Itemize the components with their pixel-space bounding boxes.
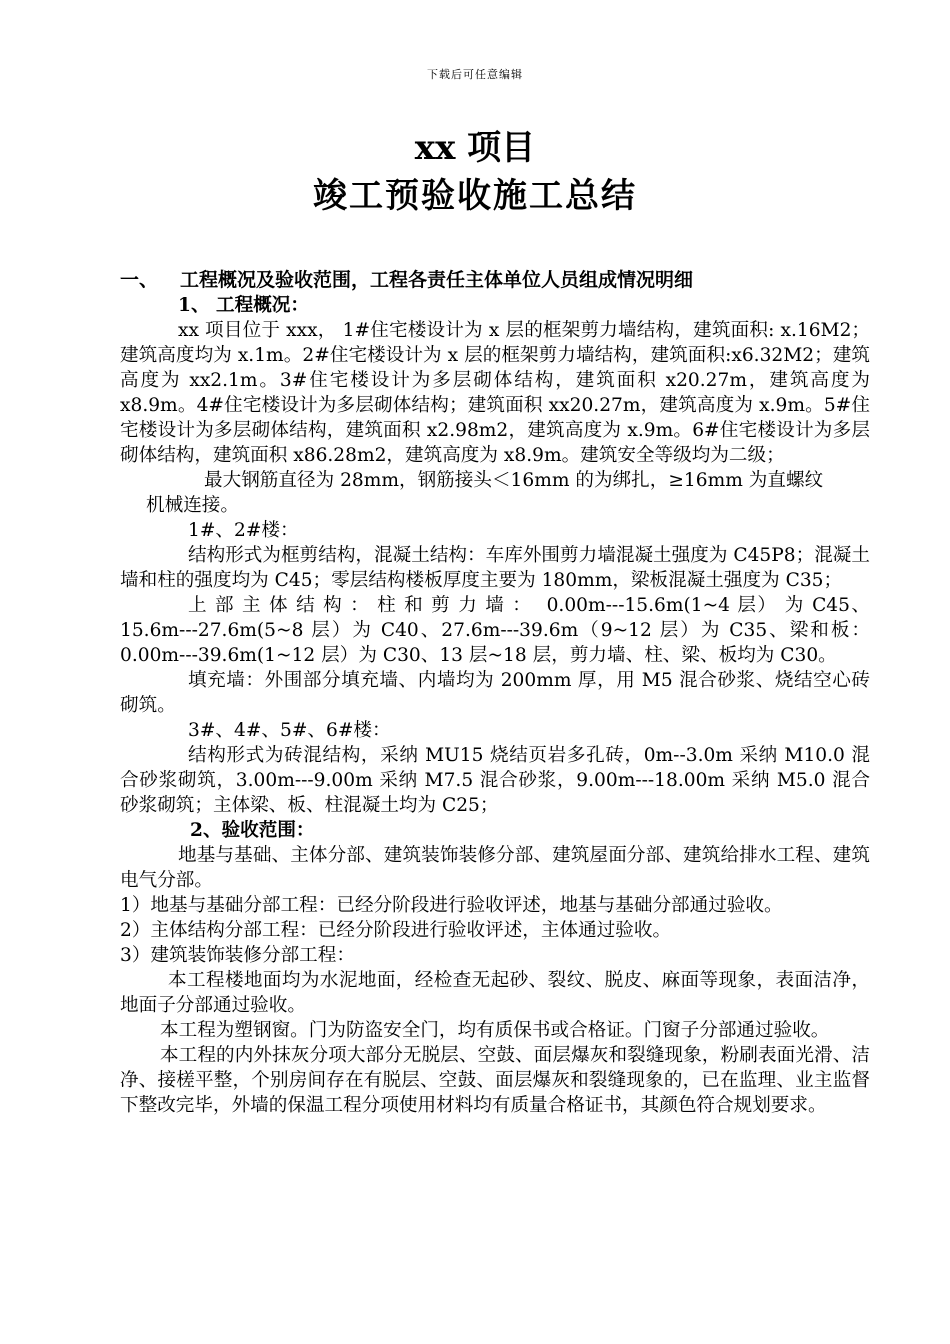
subsection-heading-overview: 1、 工程概况： [178,295,309,316]
paragraph-floor: 本工程楼地面均为水泥地面，经检查无起砂、裂纹、脱皮、麻面等现象，表面洁净，地面子分部通过验收。 [120,970,870,1016]
list-item-decoration: 3）建筑装饰装修分部工程： [120,945,355,966]
section-title: 工程概况及验收范围，工程各责任主体单位人员组成情况明细 [180,269,694,291]
paragraph-plastering: 本工程的内外抹灰分项大部分无脱层、空鼓、面层爆灰和裂缝现象，粉刷表面光滑、洁净、接槎平整，个别房间存在有脱层、空鼓、面层爆灰和裂缝现象的，已在监理、业主监督下整改完毕，外墙的保温工程分项使用材料均有质量合格证书，其颜色符合规划要求。 [120,1045,870,1116]
subsection-heading-scope: 2、验收范围： [190,820,315,841]
document-body [120,268,870,1118]
paragraph-rebar-continued: 机械连接。 [146,495,239,516]
paragraph-overview: xx 项目位于 xxx， 1#住宅楼设计为 x 层的框架剪力墙结构，建筑面积: x.16M2；建筑高度均为 x.1m。2#住宅楼设计为 x 层的框架剪力墙结构，建筑面积:x6.32M2；建筑高度为 xx2.1m。3#住宅楼设计为多层砌体结构，建筑面积 x20.27m，建筑高度为 x8.9m。4#住宅楼设计为多层砌体结构；建筑面积 xx20.27m，建筑高度为 x.9m。5#住宅楼设计为多层砌体结构，建筑面积 x2.98m2，建筑高度为 x.9m。6#住宅楼设计为多层砌体结构，建筑面积 x86.28m2，建筑高度为 x8.9m。建筑安全等级均为二级； [120,320,870,466]
section-number: 一、 [120,269,159,291]
paragraph-structure-3-6: 结构形式为砖混结构，采纳 MU15 烧结页岩多孔砖，0m--3.0m 采纳 M10.0 混合砂浆砌筑，3.00m---9.00m 采纳 M7.5 混合砂浆，9.00m---18.00m 采纳 M5.0 混合砂浆砌筑；主体梁、板、柱混凝土均为 C25； [120,745,870,816]
paragraph-rebar: 最大钢筋直径为 28mm，钢筋接头＜16mm 的为绑扎，≥16mm 为直螺纹 [204,470,824,491]
label-buildings-1-2: 1#、2#楼： [188,520,299,541]
paragraph-structure-1-2: 结构形式为框剪结构，混凝土结构：车库外围剪力墙混凝土强度为 C45P8；混凝土墙和柱的强度均为 C45；零层结构楼板厚度主要为 180mm，梁板混凝土强度为 C35； [120,545,870,591]
section-heading [120,268,870,293]
main-structure-detail: 0.00m---15.6m(1~4 层） 为 C45、15.6m---27.6m(5~8 层）为 C40、27.6m---39.6m（9~12 层）为 C35、梁和板：0.00m---39.6m(1~12 层）为 C30、13 层~18 层，剪力墙、柱、梁、板均为 C30。 [120,595,870,666]
header-note: 下载后可任意编辑 [427,68,523,81]
paragraph-scope: 地基与基础、主体分部、建筑装饰装修分部、建筑屋面分部、建筑给排水工程、建筑电气分部。 [120,845,870,891]
list-item-main-structure: 2）主体结构分部工程：已经分阶段进行验收评述，主体通过验收。 [120,920,672,941]
paragraph-windows-doors: 本工程为塑钢窗。门为防盗安全门，均有质保书或合格证。门窗子分部通过验收。 [160,1020,830,1041]
list-item-foundation: 1）地基与基础分部工程：已经分阶段进行验收评述，地基与基础分部通过验收。 [120,895,783,916]
title-project: xx 项目 [414,128,536,168]
label-buildings-3-6: 3#、4#、5#、6#楼： [188,720,391,741]
paragraph-infill-wall: 填充墙：外围部分填充墙、内墙均为 200mm 厚，用 M5 混合砂浆、烧结空心砖砌筑。 [120,670,870,716]
paragraph-main-structure-1-2 [120,593,870,668]
main-structure-lead: 上部主体结构：柱和剪力墙： [188,595,540,616]
title-summary: 竣工预验收施工总结 [313,176,637,216]
